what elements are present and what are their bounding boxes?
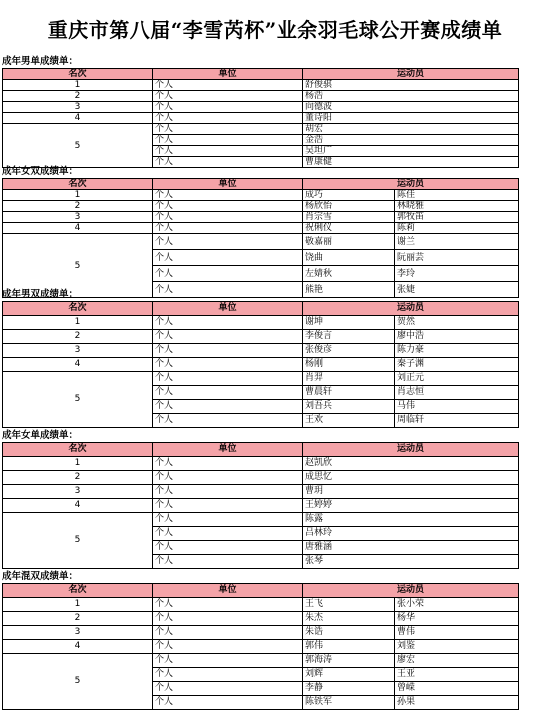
header-unit: 单位 (153, 179, 303, 190)
unit-cell: 个人 (153, 250, 303, 266)
section-title-womens-doubles: 成年女双成绩单： (2, 166, 79, 177)
athlete-cell: 成巧 (303, 190, 395, 201)
partner-cell: 杨华 (395, 612, 519, 626)
table-row (3, 612, 519, 626)
header-athlete: 运动员 (303, 179, 519, 190)
rank-cell: 1 (3, 598, 153, 612)
rank-cell: 3 (3, 485, 153, 499)
table-row (3, 190, 519, 201)
unit-cell: 个人 (153, 668, 303, 682)
athlete-cell: 吕林玲 (303, 527, 519, 541)
table-header-row (3, 443, 519, 457)
unit-cell: 个人 (153, 457, 303, 471)
athlete-cell: 金浩 (303, 135, 519, 146)
results-table-mens-doubles (2, 301, 519, 428)
partner-cell: 秦子渊 (395, 358, 519, 372)
athlete-cell: 朱杰 (303, 612, 395, 626)
results-table-mens-singles (2, 68, 519, 168)
unit-cell: 个人 (153, 91, 303, 102)
rank-cell: 1 (3, 316, 153, 330)
unit-cell: 个人 (153, 266, 303, 282)
partner-cell: 孙果 (395, 696, 519, 710)
table-row (3, 626, 519, 640)
table-row (3, 316, 519, 330)
header-unit: 单位 (153, 69, 303, 80)
partner-cell: 曹伟 (395, 626, 519, 640)
unit-cell: 个人 (153, 471, 303, 485)
table-row (3, 124, 519, 135)
unit-cell: 个人 (153, 541, 303, 555)
athlete-cell: 刘辉 (303, 668, 395, 682)
header-athlete: 运动员 (303, 443, 519, 457)
athlete-cell: 饶曲 (303, 250, 395, 266)
partner-cell: 张婕 (395, 282, 519, 298)
unit-cell: 个人 (153, 414, 303, 428)
rank-cell: 1 (3, 190, 153, 201)
unit-cell: 个人 (153, 612, 303, 626)
athlete-cell: 左婧秋 (303, 266, 395, 282)
athlete-cell: 胡宏 (303, 124, 519, 135)
unit-cell: 个人 (153, 102, 303, 113)
page-title: 重庆市第八届“李雪芮杯”业余羽毛球公开赛成绩单 (47, 18, 503, 42)
table-row (3, 91, 519, 102)
unit-cell: 个人 (153, 330, 303, 344)
partner-cell: 刘正元 (395, 372, 519, 386)
athlete-cell: 杨浩 (303, 91, 519, 102)
table-row (3, 640, 519, 654)
athlete-cell: 成思忆 (303, 471, 519, 485)
athlete-cell: 杨欣怡 (303, 201, 395, 212)
section-title-womens-singles: 成年女单成绩单： (2, 430, 79, 441)
section-title-mens-doubles: 成年男双成绩单： (2, 289, 79, 300)
header-athlete: 运动员 (303, 302, 519, 316)
athlete-cell: 肖羿 (303, 372, 395, 386)
partner-cell: 曾嵘 (395, 682, 519, 696)
table-row (3, 485, 519, 499)
unit-cell: 个人 (153, 555, 303, 569)
unit-cell: 个人 (153, 135, 303, 146)
header-rank: 名次 (3, 302, 153, 316)
athlete-cell: 张俊彦 (303, 344, 395, 358)
unit-cell: 个人 (153, 400, 303, 414)
unit-cell: 个人 (153, 234, 303, 250)
table-row (3, 212, 519, 223)
athlete-cell: 祝俐仪 (303, 223, 395, 234)
header-rank: 名次 (3, 443, 153, 457)
rank-cell: 5 (3, 372, 153, 428)
table-row (3, 513, 519, 527)
athlete-cell: 谢坤 (303, 316, 395, 330)
athlete-cell: 曹康健 (303, 157, 519, 168)
rank-cell: 5 (3, 124, 153, 168)
unit-cell: 个人 (153, 358, 303, 372)
rank-cell: 4 (3, 113, 153, 124)
athlete-cell: 曹玥 (303, 485, 519, 499)
unit-cell: 个人 (153, 372, 303, 386)
partner-cell: 郭牧笛 (395, 212, 519, 223)
partner-cell: 廖中浩 (395, 330, 519, 344)
unit-cell: 个人 (153, 527, 303, 541)
unit-cell: 个人 (153, 124, 303, 135)
table-row (3, 223, 519, 234)
table-header-row (3, 69, 519, 80)
rank-cell: 5 (3, 654, 153, 710)
athlete-cell: 李俊言 (303, 330, 395, 344)
rank-cell: 2 (3, 471, 153, 485)
partner-cell: 林晓雅 (395, 201, 519, 212)
athlete-cell: 吴坦广 (303, 146, 519, 157)
unit-cell: 个人 (153, 190, 303, 201)
athlete-cell: 赵凯欣 (303, 457, 519, 471)
athlete-cell: 郭伟 (303, 640, 395, 654)
partner-cell: 张小荣 (395, 598, 519, 612)
athlete-cell: 王婷婷 (303, 499, 519, 513)
partner-cell: 廖宏 (395, 654, 519, 668)
rank-cell: 5 (3, 513, 153, 569)
rank-cell: 3 (3, 626, 153, 640)
table-row (3, 80, 519, 91)
table-header-row (3, 302, 519, 316)
rank-cell: 2 (3, 612, 153, 626)
header-rank: 名次 (3, 69, 153, 80)
unit-cell: 个人 (153, 499, 303, 513)
athlete-cell: 陈露 (303, 513, 519, 527)
partner-cell: 肖志恒 (395, 386, 519, 400)
table-row (3, 102, 519, 113)
partner-cell: 谢兰 (395, 234, 519, 250)
athlete-cell: 刘吾兵 (303, 400, 395, 414)
unit-cell: 个人 (153, 640, 303, 654)
header-unit: 单位 (153, 302, 303, 316)
section-title-mens-singles: 成年男单成绩单： (2, 56, 79, 67)
unit-cell: 个人 (153, 682, 303, 696)
unit-cell: 个人 (153, 80, 303, 91)
partner-cell: 周临轩 (395, 414, 519, 428)
table-header-row (3, 584, 519, 598)
header-athlete: 运动员 (303, 69, 519, 80)
athlete-cell: 朱诰 (303, 626, 395, 640)
rank-cell: 3 (3, 102, 153, 113)
athlete-cell: 王欢 (303, 414, 395, 428)
results-table-womens-doubles (2, 178, 519, 298)
athlete-cell: 舒俊骐 (303, 80, 519, 91)
unit-cell: 个人 (153, 654, 303, 668)
partner-cell: 陈佳 (395, 190, 519, 201)
rank-cell: 5 (3, 234, 153, 298)
athlete-cell: 敬嘉丽 (303, 234, 395, 250)
results-table-mixed-doubles (2, 583, 519, 710)
partner-cell: 刘鉴 (395, 640, 519, 654)
header-athlete: 运动员 (303, 584, 519, 598)
athlete-cell: 王飞 (303, 598, 395, 612)
table-header-row (3, 179, 519, 190)
athlete-cell: 李静 (303, 682, 395, 696)
table-row (3, 344, 519, 358)
table-row (3, 358, 519, 372)
rank-cell: 3 (3, 344, 153, 358)
results-table-womens-singles (2, 442, 519, 569)
unit-cell: 个人 (153, 282, 303, 298)
rank-cell: 1 (3, 80, 153, 91)
unit-cell: 个人 (153, 157, 303, 168)
athlete-cell: 陈铁军 (303, 696, 395, 710)
table-row (3, 372, 519, 386)
unit-cell: 个人 (153, 201, 303, 212)
rank-cell: 1 (3, 457, 153, 471)
athlete-cell: 曹晨轩 (303, 386, 395, 400)
unit-cell: 个人 (153, 696, 303, 710)
table-row (3, 234, 519, 250)
athlete-cell: 郭海涛 (303, 654, 395, 668)
table-row (3, 201, 519, 212)
unit-cell: 个人 (153, 146, 303, 157)
athlete-cell: 张琴 (303, 555, 519, 569)
header-rank: 名次 (3, 179, 153, 190)
partner-cell: 马伟 (395, 400, 519, 414)
rank-cell: 2 (3, 201, 153, 212)
unit-cell: 个人 (153, 113, 303, 124)
header-unit: 单位 (153, 584, 303, 598)
unit-cell: 个人 (153, 344, 303, 358)
athlete-cell: 杨刚 (303, 358, 395, 372)
table-row (3, 499, 519, 513)
section-title-mixed-doubles: 成年混双成绩单： (2, 571, 79, 582)
unit-cell: 个人 (153, 485, 303, 499)
partner-cell: 李玲 (395, 266, 519, 282)
table-row (3, 113, 519, 124)
header-unit: 单位 (153, 443, 303, 457)
rank-cell: 4 (3, 499, 153, 513)
rank-cell: 4 (3, 640, 153, 654)
partner-cell: 王亚 (395, 668, 519, 682)
athlete-cell: 熊艳 (303, 282, 395, 298)
athlete-cell: 向德波 (303, 102, 519, 113)
athlete-cell: 董诗阳 (303, 113, 519, 124)
rank-cell: 3 (3, 212, 153, 223)
partner-cell: 陈莉 (395, 223, 519, 234)
table-row (3, 330, 519, 344)
partner-cell: 陈力豪 (395, 344, 519, 358)
table-row (3, 457, 519, 471)
unit-cell: 个人 (153, 626, 303, 640)
table-row (3, 471, 519, 485)
table-row (3, 654, 519, 668)
rank-cell: 4 (3, 223, 153, 234)
table-row (3, 598, 519, 612)
unit-cell: 个人 (153, 212, 303, 223)
partner-cell: 贺然 (395, 316, 519, 330)
header-rank: 名次 (3, 584, 153, 598)
athlete-cell: 唐雅涵 (303, 541, 519, 555)
partner-cell: 阮丽芸 (395, 250, 519, 266)
unit-cell: 个人 (153, 513, 303, 527)
rank-cell: 4 (3, 358, 153, 372)
unit-cell: 个人 (153, 386, 303, 400)
unit-cell: 个人 (153, 316, 303, 330)
unit-cell: 个人 (153, 223, 303, 234)
unit-cell: 个人 (153, 598, 303, 612)
athlete-cell: 肖宗雪 (303, 212, 395, 223)
rank-cell: 2 (3, 91, 153, 102)
rank-cell: 2 (3, 330, 153, 344)
